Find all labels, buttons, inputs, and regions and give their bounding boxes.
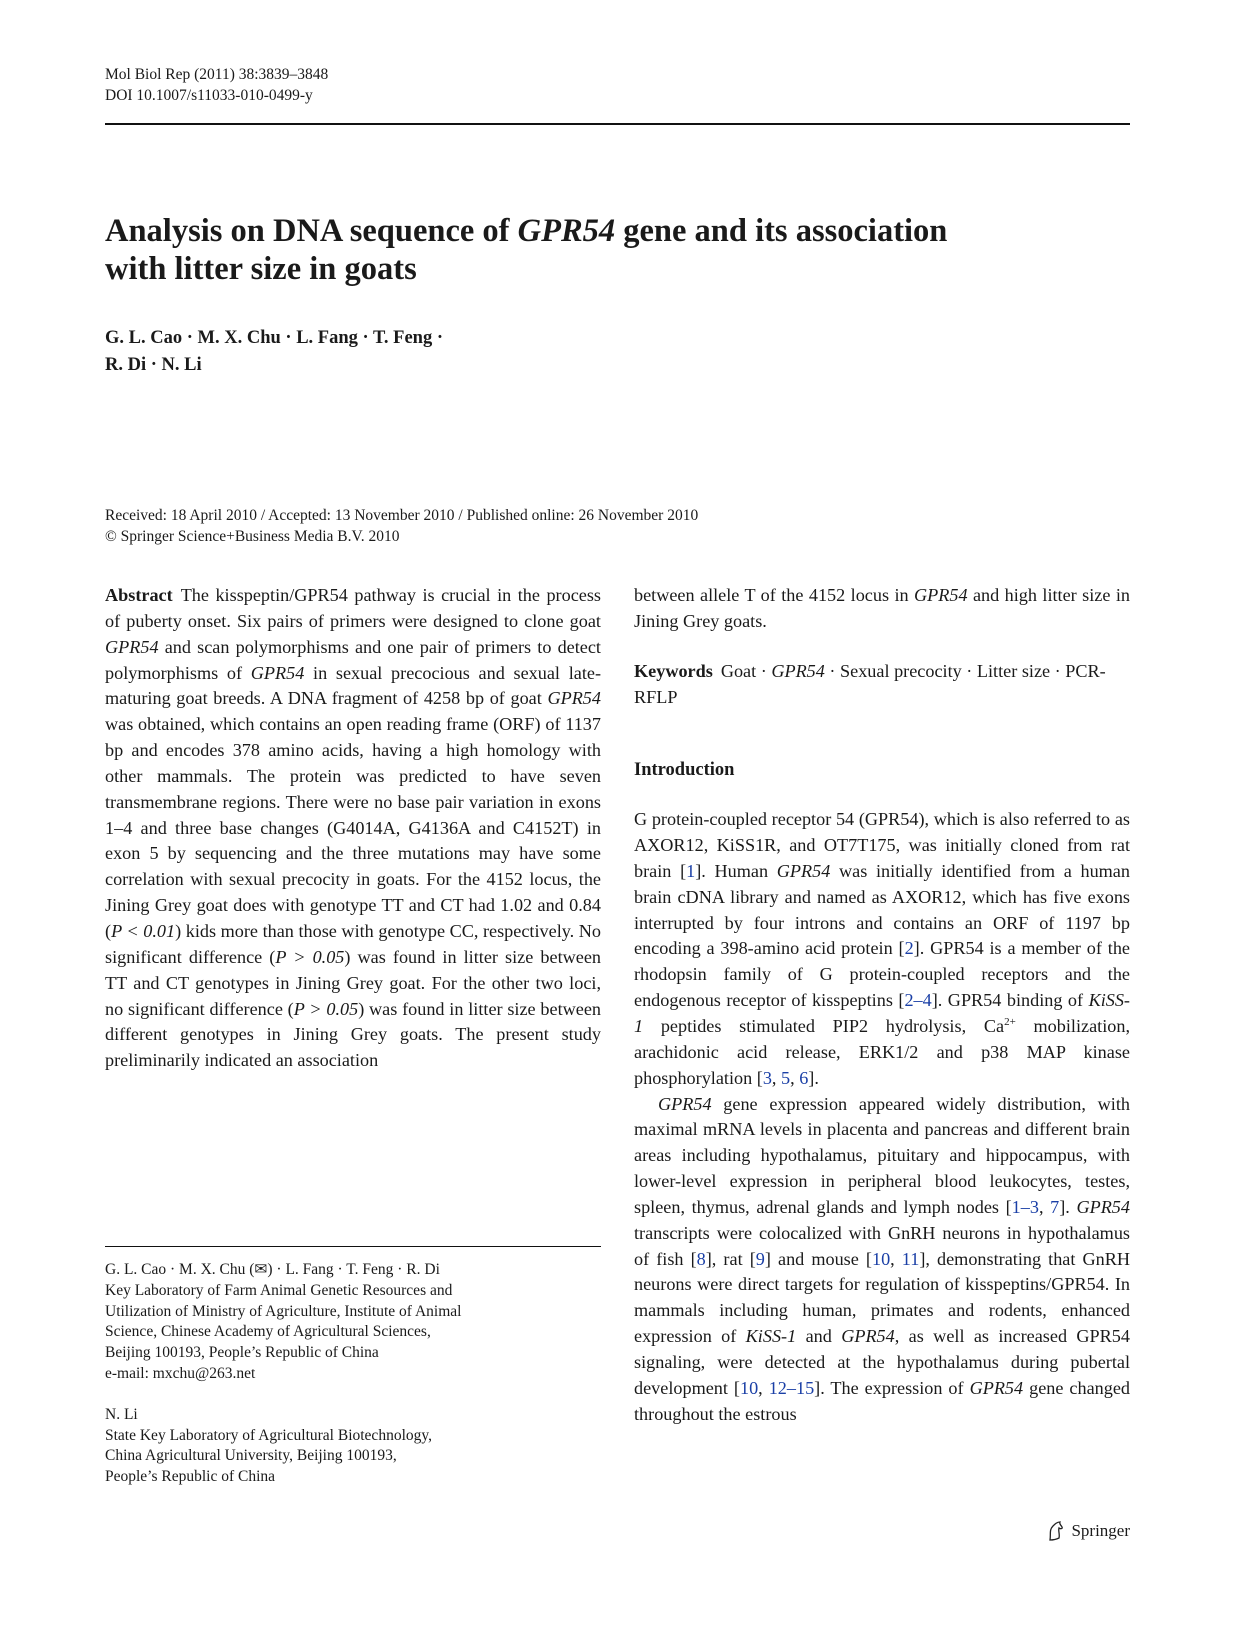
email-link[interactable]: e-mail: mxchu@263.net: [105, 1364, 256, 1382]
citation-link[interactable]: 11: [901, 1248, 920, 1269]
citation-link[interactable]: 8: [696, 1248, 706, 1269]
citation-link[interactable]: 2–4: [904, 990, 932, 1011]
abstract-continuation: between allele T of the 4152 locus in GPR54 and high litter size in Jining Grey goats.: [634, 585, 1130, 631]
header-rule: [105, 123, 1130, 125]
citation-link[interactable]: 12–15: [768, 1377, 815, 1398]
intro-paragraph-2: GPR54 gene expression appeared widely distribution, with maximal mRNA levels in placenta and pancreas and different brain areas including hypothalamus, pituitary and hippocampus, with lower-level expression in peripheral blood leukocytes, testes, spleen, thymus, adrenal glands and lymph nodes [1–3, 7]. GPR54 transcripts were colocalized with GnRH neurons in hypothalamus of fish [8], rat [9] and mouse [10, 11], demonstrating that GnRH neurons were direct targets for regulation of kisspeptins/GPR54. In mammals including human, primates and rodents, enhanced expression of KiSS-1 and GPR54, as well as increased GPR54 signaling, were detected at the hypothalamus during pubertal development [10, 12–15]. The expression of GPR54 gene changed throughout the estrous: [634, 1093, 1131, 1424]
citation-link[interactable]: 5: [781, 1067, 791, 1088]
citation-link[interactable]: 10: [871, 1248, 891, 1269]
footnote-rule: [105, 1246, 601, 1247]
citation-link[interactable]: 10: [739, 1377, 759, 1398]
citation-link[interactable]: 1: [686, 860, 696, 881]
journal-citation: [105, 64, 328, 106]
publisher-name: Springer: [1071, 1521, 1130, 1540]
citation-link[interactable]: 6: [799, 1067, 809, 1088]
publication-dates: Received: 18 April 2010 / Accepted: 13 November 2010 / Published online: 26 November 2010 © Springer Science+Business Media B.V. 2010: [105, 507, 699, 545]
abstract-column: [105, 583, 601, 1074]
citation-link[interactable]: 9: [755, 1248, 765, 1269]
citation-link[interactable]: 2: [904, 938, 914, 959]
section-heading-introduction: Introduction: [634, 760, 735, 781]
citation-link[interactable]: 3: [762, 1067, 772, 1088]
abstract-label: Abstract: [105, 585, 173, 605]
author-list: G. L. Cao · M. X. Chu · L. Fang · T. Feng · R. Di · N. Li: [105, 328, 444, 375]
citation-link[interactable]: 7: [1050, 1196, 1060, 1217]
abstract-paragraph: Abstract The kisspeptin/GPR54 pathway is crucial in the process of puberty onset. Six pairs of primers were designed to clone goat GPR54 and scan polymorphisms and one pair of primers to detect polymorphisms of GPR54 in sexual precocious and sexual late-maturing goat breeds. A DNA fragment of 4258 bp of goat GPR54 was obtained, which contains an open reading frame (ORF) of 1137 bp and encodes 378 amino acids, having a high homology with other mammals. The protein was predicted to have seven transmembrane regions. There were no base pair variation in exons 1–4 and three base changes (G4014A, G4136A and C4152T) in exon 5 by sequencing and the three mutations may have some correlation with sexual precocity in goats. For the 4152 locus, the Jining Grey goat does with genotype TT and CT had 1.02 and 0.84 (P < 0.01) kids more than those with genotype CC, respectively. No significant difference (P > 0.05) was found in litter size between TT and CT genotypes in Jining Grey goat. For the other two loci, no significant difference (P > 0.05) was found in litter size between different genotypes in Jining Grey goats. The present study preliminarily indicated an association: [105, 585, 602, 1071]
title-gene: GPR54: [517, 213, 616, 249]
journal-line: Mol Biol Rep (2011) 38:3839–3848: [105, 66, 329, 83]
springer-horse-icon: [1047, 1520, 1065, 1542]
citation-link[interactable]: 1–3: [1011, 1196, 1039, 1217]
keywords: Keywords Goat · GPR54 · Sexual precocity · Litter size · PCR-RFLP: [634, 660, 1106, 707]
affiliations: G. L. Cao · M. X. Chu (✉) · L. Fang · T. Feng · R. Di Key Laboratory of Farm Animal Genetic Resources and Utilization of Ministry of Agriculture, Institute of Animal Science, Chinese Academy of Agricultural Sciences, Beijing 100193, People’s Republic of China e-mail: mxchu@263.net N. Li State Key Laboratory of Agricultural Biotechnology, China Agricultural University, Beijing 100193, People’s Republic of China: [105, 1260, 601, 1488]
intro-paragraph-1: G protein-coupled receptor 54 (GPR54), which is also referred to as AXOR12, KiSS1R, and OT7T175, was initially cloned from rat brain [1]. Human GPR54 was initially identified from a human brain cDNA library and named as AXOR12, which has five exons interrupted by four introns and contains an ORF of 1197 bp encoding a 398-amino acid protein [2]. GPR54 is a member of the rhodopsin family of G protein-coupled receptors and the endogenous receptor of kisspeptins [2–4]. GPR54 binding of KiSS-1 peptides stimulated PIP2 hydrolysis, $Ca^{2+}$ mobilization, arachidonic acid release, ERK1/2 and p38 MAP kinase phosphorylation [3, 5, 6].: [634, 809, 1130, 1088]
doi-line: DOI 10.1007/s11033-010-0499-y: [105, 87, 313, 104]
right-column: [634, 583, 1130, 1427]
paper-title: Analysis on DNA sequence of GPR54 gene and its association with litter size in goats: [105, 213, 948, 287]
copyright: © Springer Science+Business Media B.V. 2010: [105, 528, 400, 545]
publisher-logo: [1047, 1520, 1130, 1542]
